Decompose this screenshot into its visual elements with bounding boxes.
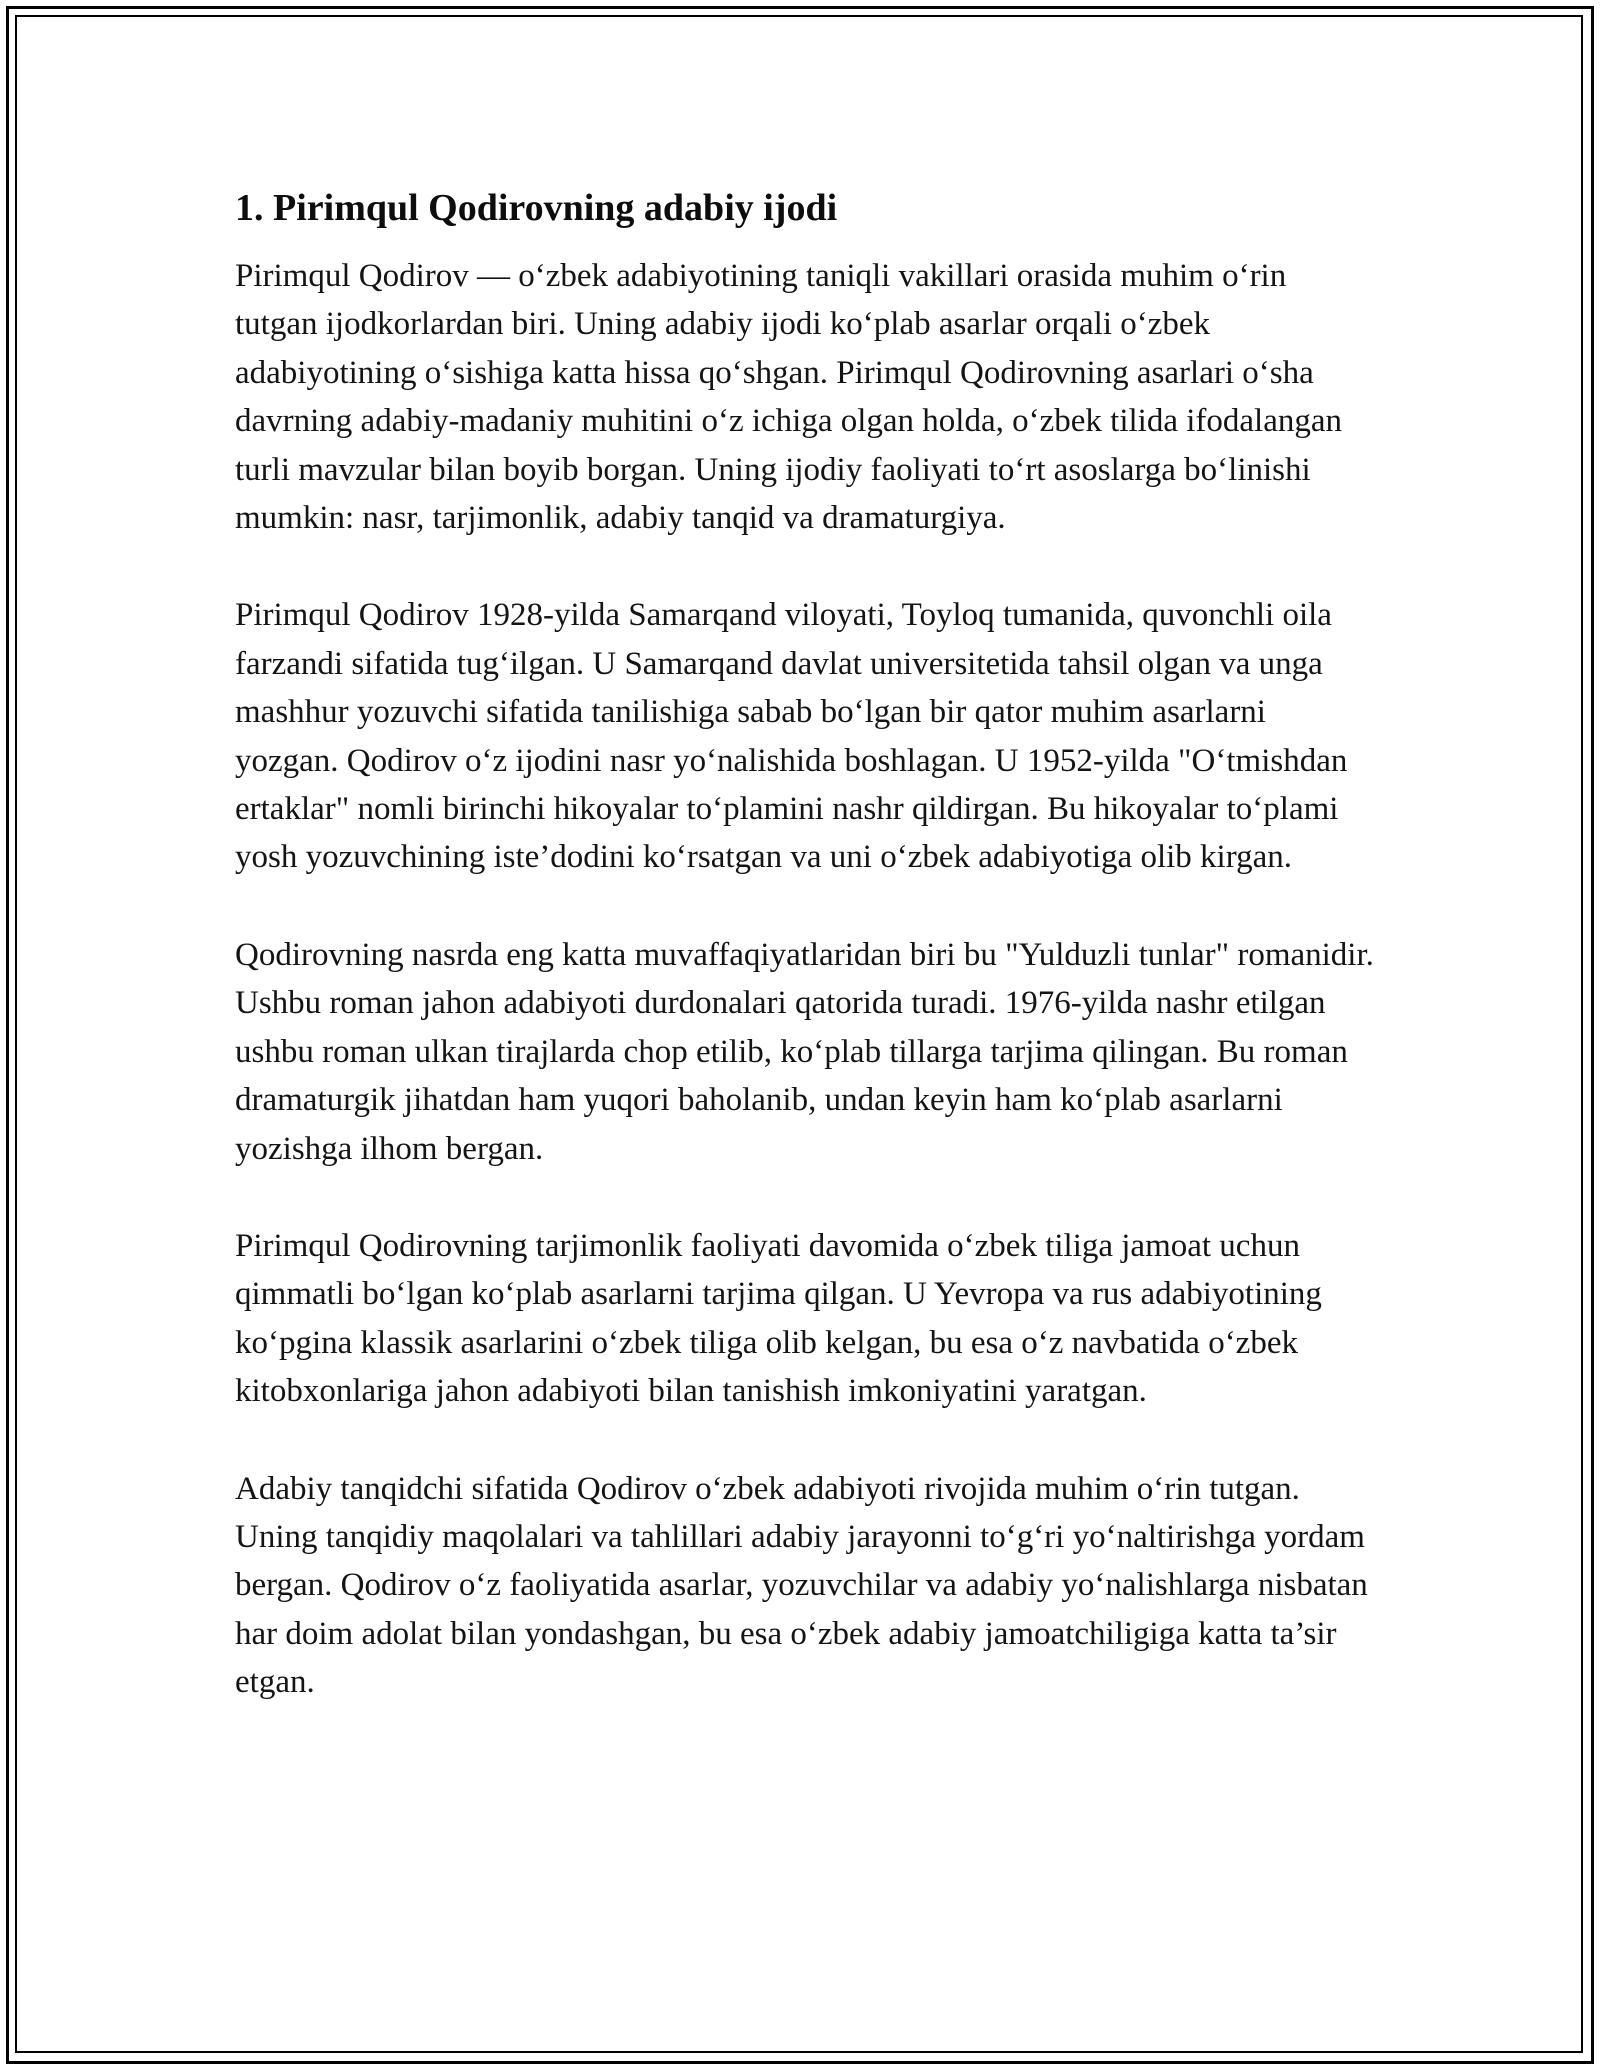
document-body [235, 184, 1375, 1756]
paragraph-criticism: Adabiy tanqidchi sifatida Qodirov o‘zbek adabiyoti rivojida muhim o‘rin tutgan. Uning tanqidiy maqolalari va tahlillari adabiy jarayonni to‘g‘ri yo‘naltirishga yordam bergan. Qodirov o‘z faoliyatida asarlar, yozuvchilar va adabiy yo‘nalishlarga nisbatan har doim adolat bilan yondashgan, bu esa o‘zbek adabiy jamoatchiligiga katta ta’sir etgan. [235, 1470, 1368, 1701]
paragraph-biography: Pirimqul Qodirov 1928-yilda Samarqand viloyati, Toyloq tumanida, quvonchli oila farzandi sifatida tug‘ilgan. U Samarqand davlat universitetida tahsil olgan va unga mashhur yozuvchi sifatida tanilishiga sabab bo‘lgan bir qator muhim asarlarni yozgan. Qodirov o‘z ijodini nasr yo‘nalishida boshlagan. U 1952-yilda "O‘tmishdan ertaklar" nomli birinchi hikoyalar to‘plamini nashr qildirgan. Bu hikoyalar to‘plami yosh yozuvchining iste’dodini ko‘rsatgan va uni o‘zbek adabiyotiga olib kirgan. [235, 597, 1348, 876]
paragraph-intro: Pirimqul Qodirov — o‘zbek adabiyotining taniqli vakillari orasida muhim o‘rin tutgan ijodkorlardan biri. Uning adabiy ijodi ko‘plab asarlar orqali o‘zbek adabiyotining o‘sishiga katta hissa qo‘shgan. Pirimqul Qodirovning asarlari o‘sha davrning adabiy-madaniy muhitini o‘z ichiga olgan holda, o‘zbek tilida ifodalangan turli mavzular bilan boyib borgan. Uning ijodiy faoliyati to‘rt asoslarga bo‘linishi mumkin: nasr, tarjimonlik, adabiy tanqid va dramaturgiya. [235, 258, 1342, 537]
section-heading: 1. Pirimqul Qodirovning adabiy ijodi [235, 187, 838, 229]
paragraph-translation: Pirimqul Qodirovning tarjimonlik faoliyati davomida o‘zbek tiliga jamoat uchun qimmatli bo‘lgan ko‘plab asarlarni tarjima qilgan. U Yevropa va rus adabiyotining ko‘pgina klassik asarlarini o‘zbek tiliga olib kelgan, bu esa o‘z navbatida o‘zbek kitobxonlariga jahon adabiyoti bilan tanishish imkoniyatini yaratgan. [235, 1227, 1322, 1410]
paragraph-novel: Qodirovning nasrda eng katta muvaffaqiyatlaridan biri bu "Yulduzli tunlar" romanidir. Ushbu roman jahon adabiyoti durdonalari qatorida turadi. 1976-yilda nashr etilgan ushbu roman ulkan tirajlarda chop etilib, ko‘plab tillarga tarjima qilingan. Bu roman dramaturgik jihatdan ham yuqori baholanib, undan keyin ham ko‘plab asarlarni yozishga ilhom bergan. [235, 936, 1374, 1167]
